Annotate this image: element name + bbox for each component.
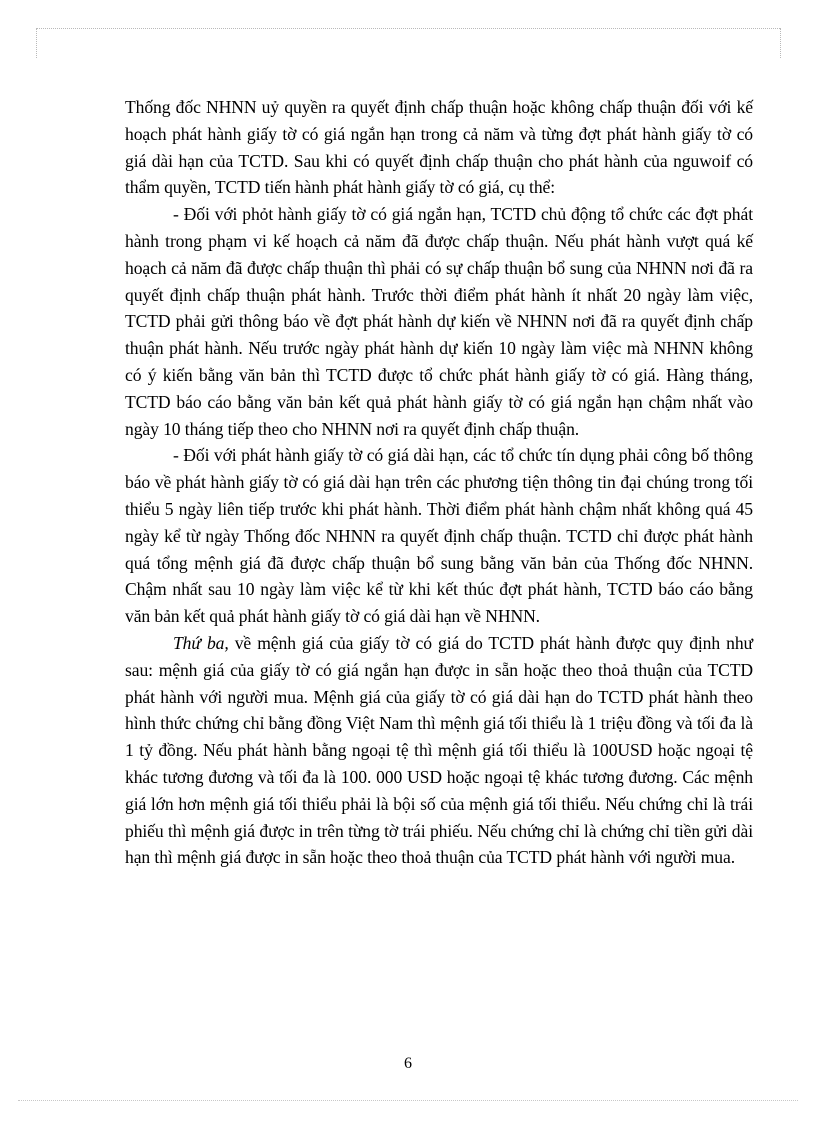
paragraph-4-text: về mệnh giá của giấy tờ có giá do TCTD phát hành được quy định như sau: mệnh giá của giấy tờ có giá ngắn hạn được in sẵn hoặc theo thoả thuận của TCTD phát hành với người mua. Mệnh giá của giấy tờ có giá dài hạn do TCTD phát hành theo hình thức chứng chỉ bằng đồng Việt Nam thì mệnh giá tối thiểu là 1 triệu đồng và tối đa là 1 tỷ đồng. Nếu phát hành bằng ngoại tệ thì mệnh giá tối thiểu là 100USD hoặc ngoại tệ khác tương đương và tối đa là 100. 000 USD hoặc ngoại tệ khác tương đương. Các mệnh giá lớn hơn mệnh giá tối thiểu phải là bội số của mệnh giá tối thiểu. Nếu chứng chỉ là trái phiếu thì mệnh giá được in trên từng tờ trái phiếu. Nếu chứng chỉ là chứng chỉ tiền gửi dài hạn thì mệnh giá được in sẵn hoặc theo thoả thuận của TCTD phát hành với người mua. [125,632,753,868]
page-frame-top [36,28,780,29]
page-bottom-rule [18,1100,798,1101]
page-number: 6 [404,1055,412,1072]
paragraph-4 [125,630,753,871]
paragraph-1: Thống đốc NHNN uỷ quyền ra quyết định chấp thuận hoặc không chấp thuận đối với kế hoạch phát hành giấy tờ có giá ngắn hạn trong cả năm và từng đợt phát hành giấy tờ có giá dài hạn của TCTD. Sau khi có quyết định chấp thuận cho phát hành của nguwoif có thẩm quyền, TCTD tiến hành phát hành giấy tờ có giá, cụ thể: [125,97,753,198]
page-frame-right [780,28,781,58]
document-body [125,94,753,871]
paragraph-3: - Đối với phát hành giấy tờ có giá dài hạn, các tổ chức tín dụng phải công bố thông báo về phát hành giấy tờ có giá dài hạn trên các phương tiện thông tin đại chúng trong tối thiểu 5 ngày liên tiếp trước khi phát hành. Thời điểm phát hành chậm nhất không quá 45 ngày kể từ ngày Thống đốc NHNN ra quyết định chấp thuận. TCTD chỉ được phát hành quá tổng mệnh giá đã được chấp thuận bổ sung bằng văn bản của Thống đốc NHNN. Chậm nhất sau 10 ngày làm việc kể từ khi kết thúc đợt phát hành, TCTD báo cáo bằng văn bản kết quả phát hành giấy tờ có giá dài hạn về NHNN. [125,445,753,627]
paragraph-2: - Đối với phỏt hành giấy tờ có giá ngắn hạn, TCTD chủ động tổ chức các đợt phát hành trong phạm vi kế hoạch cả năm đã được chấp thuận. Nếu phát hành vượt quá kế hoạch cả năm đã được chấp thuận thì phải có sự chấp thuận bổ sung của NHNN nơi đã ra quyết định chấp thuận phát hành. Trước thời điểm phát hành ít nhất 20 ngày làm việc, TCTD phải gửi thông báo về đợt phát hành dự kiến về NHNN nơi đã ra quyết định chấp thuận phát hành. Nếu trước ngày phát hành dự kiến 10 ngày làm việc mà NHNN không có ý kiến bằng văn bản thì TCTD được tổ chức phát hành giấy tờ có giá. Hàng tháng, TCTD báo cáo bằng văn bản kết quả phát hành giấy tờ có giá ngắn hạn chậm nhất vào ngày 10 tháng tiếp theo cho NHNN nơi ra quyết định chấp thuận. [125,204,753,439]
paragraph-4-lead: Thứ ba, [173,632,229,653]
page-frame-left [36,28,37,58]
